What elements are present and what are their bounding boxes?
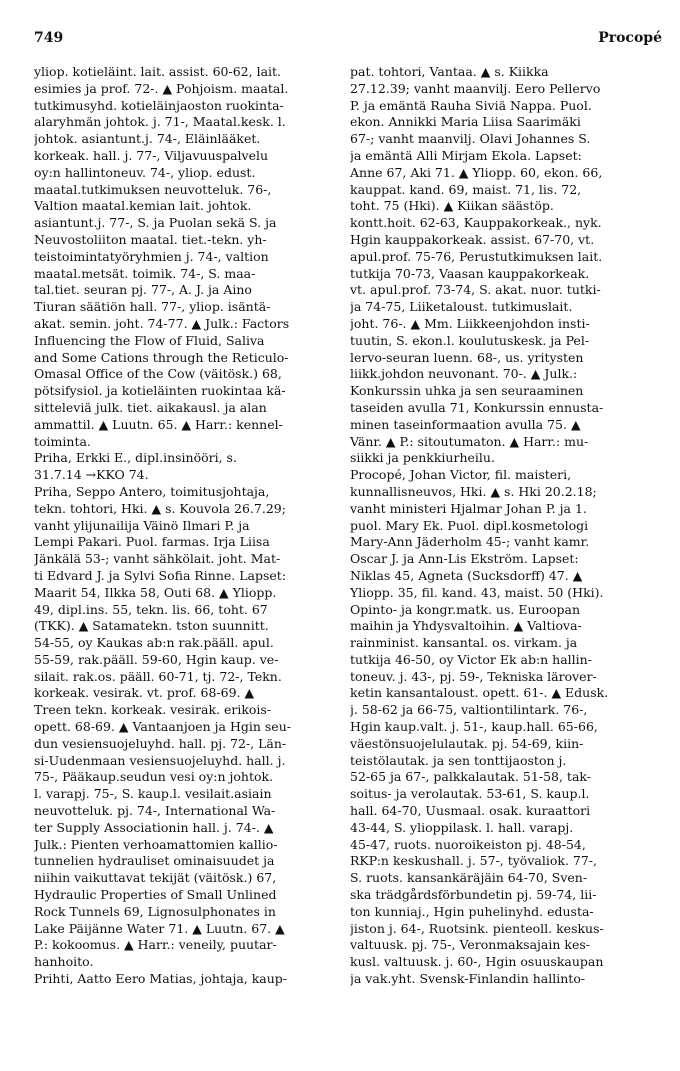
text-line: Anne 67, Aki 71. ▲ Yliopp. 60, ekon. 66, (350, 164, 603, 180)
right-column (350, 64, 648, 988)
text-line: 67-; vanht maanvilj. Olavi Johannes S. (350, 131, 591, 147)
text-line: esimies ja prof. 72-. ▲ Pohjoism. maatal. (34, 80, 289, 96)
text-line: Lake Päijänne Water 71. ▲ Luutn. 67. ▲ (34, 920, 285, 936)
text-line: j. 58-62 ja 66-75, valtiontilintark. 76-, (350, 702, 588, 718)
text-line: Julk.: Pienten verhoamattomien kallio- (34, 836, 278, 852)
text-line: ter Supply Associationin hall. j. 74-. ▲ (34, 819, 274, 835)
text-line: jiston j. 64-, Ruotsink. pienteoll. keskus- (350, 920, 604, 936)
text-line: yliop. kotieläint. lait. assist. 60-62, lait. (34, 64, 282, 79)
text-line: (TKK). ▲ Satamatekn. tston suunnitt. (34, 618, 269, 634)
text-line: korkeak. hall. j. 77-, Viljavuuspalvelu (34, 147, 269, 163)
text-line: tutkija 70-73, Vaasan kauppakorkeak. (350, 265, 590, 281)
text-line: puol. Mary Ek. Puol. dipl.kosmetologi (350, 517, 589, 533)
text-line: 75-, Pääkaup.seudun vesi oy:n johtok. (34, 769, 274, 785)
text-line: Treen tekn. korkeak. vesirak. erikois- (34, 702, 272, 718)
text-line: Hgin kauppakorkeak. assist. 67-70, vt. (350, 231, 595, 247)
text-line: Oscar J. ja Ann-Lis Ekström. Lapset: (350, 551, 579, 567)
text-line: Tiuran säätiön hall. 77-, yliop. isäntä- (34, 299, 271, 315)
text-line: tutkija 46-50, oy Victor Ek ab:n hallin- (350, 651, 592, 667)
text-line: alaryhmän johtok. j. 71-, Maatal.kesk. l. (34, 114, 286, 130)
text-line: si-Uudenmaan vesiensuojeluyhd. hall. j. (34, 752, 286, 768)
text-line: P. ja emäntä Rauha Siviä Nappa. Puol. (350, 97, 592, 113)
text-line: pat. tohtori, Vantaa. ▲ s. Kiikka (350, 64, 549, 79)
text-line: 31.7.14 →KKO 74. (34, 467, 149, 483)
text-line: ska trädgårdsförbundetin pj. 59-74, lii- (350, 887, 597, 903)
text-line: vt. apul.prof. 73-74, S. akat. nuor. tutki- (350, 282, 601, 298)
text-line: 43-44, S. ylioppilask. l. hall. varapj. (350, 819, 574, 835)
text-line: ja vak.yht. Svensk-Finlandin hallinto- (350, 971, 586, 987)
text-line: Opinto- ja kongr.matk. us. Euroopan (350, 601, 581, 617)
text-line: tunnelien hydrauliset ominaisuudet ja (34, 853, 275, 869)
text-line: Jänkälä 53-; vanht sähkölait. joht. Mat- (34, 551, 281, 567)
text-line: maatal.tutkimuksen neuvotteluk. 76-, (34, 181, 272, 197)
text-line: toneuv. j. 43-, pj. 59-, Tekniska lärover- (350, 668, 597, 684)
text-line: minen taseinformaation avulla 75. ▲ (350, 416, 581, 432)
text-line: Hydraulic Properties of Small Unlined (34, 887, 277, 903)
text-line: hanhoito. (34, 954, 94, 970)
text-line: dun vesiensuojeluyhd. hall. pj. 72-, Län- (34, 735, 287, 751)
text-line: ton kunniaj., Hgin puhelinyhd. edusta- (350, 903, 594, 919)
text-line: 45-47, ruots. nuoroikeiston pj. 48-54, (350, 836, 586, 852)
text-line: teistölautak. ja sen tonttijaoston j. (350, 752, 567, 768)
text-line: kusl. valtuusk. j. 60-, Hgin osuuskaupan (350, 954, 604, 970)
text-line: taseiden avulla 71, Konkurssin ennusta- (350, 399, 604, 415)
text-line: Vänr. ▲ P.: sitoutumaton. ▲ Harr.: mu- (350, 433, 589, 449)
text-line: Neuvostoliiton maatal. tiet.-tekn. yh- (34, 231, 267, 247)
text-line: väestönsuojelulautak. pj. 54-69, kiin- (350, 735, 584, 751)
text-line: valtuusk. pj. 75-, Veronmaksajain kes- (350, 937, 591, 953)
page-number: 749 (34, 30, 64, 46)
text-line: hall. 64-70, Uusmaal. osak. kuraattori (350, 803, 591, 819)
text-line: oy:n hallintoneuv. 74-, yliop. edust. (34, 164, 256, 180)
text-line: Yliopp. 35, fil. kand. 43, maist. 50 (Hki). (350, 584, 604, 600)
text-line: Rock Tunnels 69, Lignosulphonates in (34, 903, 276, 919)
text-line: ti Edvard J. ja Sylvi Sofia Rinne. Lapset: (34, 567, 287, 583)
text-line: Influencing the Flow of Fluid, Saliva (34, 332, 265, 348)
text-line: lervo-seuran luenn. 68-, us. yritysten (350, 349, 584, 365)
text-line: Maarit 54, Ilkka 58, Outi 68. ▲ Yliopp. (34, 584, 277, 600)
text-line: teistoimintatyöryhmien j. 74-, valtion (34, 248, 269, 264)
text-line: maihin ja Yhdysvaltoihin. ▲ Valtiova- (350, 618, 582, 634)
text-line: ja 74-75, Liiketaloust. tutkimuslait. (350, 299, 573, 315)
text-line: joht. 76-. ▲ Mm. Liikkeenjohdon insti- (350, 315, 590, 331)
text-line: 55-59, rak.pääll. 59-60, Hgin kaup. ve- (34, 651, 279, 667)
running-head: Procopé (598, 30, 662, 46)
text-line: Procopé, Johan Victor, fil. maisteri, (350, 467, 572, 483)
text-line: Prihti, Aatto Eero Matias, johtaja, kaup- (34, 971, 288, 987)
text-line: ekon. Annikki Maria Liisa Saarimäki (350, 114, 581, 130)
text-line: silait. rak.os. pääll. 60-71, tj. 72-, Tekn. (34, 668, 282, 684)
text-line: 54-55, oy Kaukas ab:n rak.pääll. apul. (34, 635, 274, 651)
text-line: ja emäntä Alli Mirjam Ekola. Lapset: (350, 147, 582, 163)
text-line: RKP:n keskushall. j. 57-, työvaliok. 77-, (350, 853, 597, 869)
text-line: Mary-Ann Jäderholm 45-; vanht kamr. (350, 534, 590, 550)
text-line: tekn. tohtori, Hki. ▲ s. Kouvola 26.7.29; (34, 500, 286, 516)
text-line: vanht ylijunailija Väinö Ilmari P. ja (34, 517, 250, 533)
text-line: and Some Cations through the Reticulo- (34, 349, 289, 365)
text-line: ammattil. ▲ Luutn. 65. ▲ Harr.: kennel- (34, 416, 283, 432)
text-line: akat. semin. joht. 74-77. ▲ Julk.: Factors (34, 315, 290, 331)
text-line: tal.tiet. seuran pj. 77-, A. J. ja Aino (34, 282, 252, 298)
text-line: liikk.johdon neuvonant. 70-. ▲ Julk.: (350, 366, 578, 382)
text-line: l. varapj. 75-, S. kaup.l. vesilait.asiain (34, 786, 272, 802)
text-line: maatal.metsät. toimik. 74-, S. maa- (34, 265, 256, 281)
text-line: 52-65 ja 67-, palkkalautak. 51-58, tak- (350, 769, 591, 785)
text-line: kunnallisneuvos, Hki. ▲ s. Hki 20.2.18; (350, 483, 597, 499)
text-line: P.: kokoomus. ▲ Harr.: veneily, puutar- (34, 937, 277, 953)
text-line: opett. 68-69. ▲ Vantaanjoen ja Hgin seu- (34, 719, 291, 735)
text-line: Lempi Pakari. Puol. farmas. Irja Liisa (34, 534, 270, 550)
text-line: niihin vaikuttavat tekijät (väitösk.) 67, (34, 870, 277, 886)
text-line: korkeak. vesirak. vt. prof. 68-69. ▲ (34, 685, 255, 701)
text-line: sitteleviä julk. tiet. aikakausl. ja alan (34, 399, 267, 415)
text-line: pötsifysiol. ja kotieläinten ruokintaa kä- (34, 383, 286, 399)
left-column (34, 64, 330, 988)
text-line: Hgin kaup.valt. j. 51-, kaup.hall. 65-66, (350, 719, 598, 735)
text-line: ketin kansantaloust. opett. 61-. ▲ Edusk. (350, 685, 609, 701)
text-line: asiantunt.j. 77-, S. ja Puolan sekä S. ja (34, 215, 277, 231)
text-line: toiminta. (34, 433, 91, 449)
text-line: apul.prof. 75-76, Perustutkimuksen lait. (350, 248, 603, 264)
text-line: siikki ja penkkiurheilu. (350, 450, 495, 466)
text-line: Omasal Office of the Cow (väitösk.) 68, (34, 366, 282, 382)
text-line: toht. 75 (Hki). ▲ Kiikan säästöp. (350, 198, 554, 214)
text-line: kauppat. kand. 69, maist. 71, lis. 72, (350, 181, 582, 197)
text-line: rainminist. kansantal. os. virkam. ja (350, 635, 578, 651)
text-line: Niklas 45, Agneta (Sucksdorff) 47. ▲ (350, 567, 583, 583)
text-line: S. ruots. kansankäräjäin 64-70, Sven- (350, 870, 588, 886)
text-line: tutkimusyhd. kotieläinjaoston ruokinta- (34, 97, 284, 113)
text-line: soitus- ja verolautak. 53-61, S. kaup.l. (350, 786, 590, 802)
text-line: Priha, Erkki E., dipl.insinööri, s. (34, 450, 237, 466)
text-line: johtok. asiantunt.j. 74-, Eläinlääket. (34, 131, 261, 147)
text-line: Konkurssin uhka ja sen seuraaminen (350, 383, 584, 399)
text-line: kontt.hoit. 62-63, Kauppakorkeak., nyk. (350, 215, 602, 231)
text-line: 27.12.39; vanht maanvilj. Eero Pellervo (350, 80, 601, 96)
text-line: Priha, Seppo Antero, toimitusjohtaja, (34, 483, 270, 499)
text-line: tuutin, S. ekon.l. koulutuskesk. ja Pel- (350, 332, 590, 348)
text-line: neuvotteluk. pj. 74-, International Wa- (34, 803, 276, 819)
text-line: 49, dipl.ins. 55, tekn. lis. 66, toht. 67 (34, 601, 268, 617)
text-line: vanht ministeri Hjalmar Johan P. ja 1. (350, 500, 587, 516)
text-line: Valtion maatal.kemian lait. johtok. (34, 198, 252, 214)
